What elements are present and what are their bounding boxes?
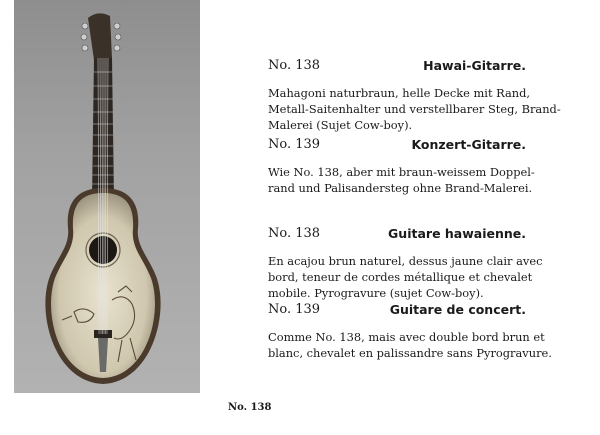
description-line: En acajou brun naturel, dessus jaune clair avec xyxy=(268,254,543,268)
entry-hawai-gitarre xyxy=(268,58,561,133)
entry-description xyxy=(268,253,543,301)
entry-guitare-hawaienne xyxy=(268,226,543,301)
entry-number: No. 139 xyxy=(268,137,321,152)
entry-number: No. 138 xyxy=(268,58,321,73)
photo-caption: No. 138 xyxy=(228,402,272,413)
description-line: Metall-Saitenhalter und verstellbarer Steg, Brand- xyxy=(268,102,561,116)
guitar-illustration xyxy=(14,0,200,393)
description-line: Wie No. 138, aber mit braun-weissem Doppel- xyxy=(268,165,535,179)
description-line: blanc, chevalet en palissandre sans Pyrogravure. xyxy=(268,346,552,360)
entry-description xyxy=(268,85,561,133)
description-line: rand und Palisandersteg ohne Brand-Malerei. xyxy=(268,181,533,195)
entry-number: No. 138 xyxy=(268,226,321,241)
guitar-photo xyxy=(14,0,200,393)
entry-description xyxy=(268,329,552,361)
description-line: Malerei (Sujet Cow-boy). xyxy=(268,118,413,132)
description-line: Mahagoni naturbraun, helle Decke mit Rand, xyxy=(268,86,531,100)
description-line: bord, teneur de cordes métallique et chevalet xyxy=(268,270,533,284)
entry-number: No. 139 xyxy=(268,302,321,317)
entry-guitare-de-concert xyxy=(268,302,552,361)
description-line: mobile. Pyrogravure (sujet Cow-boy). xyxy=(268,286,484,300)
entry-title: Guitare de concert. xyxy=(389,302,526,317)
entry-title: Hawai-Gitarre. xyxy=(423,58,526,73)
entry-title: Guitare hawaienne. xyxy=(388,226,526,241)
description-line: Comme No. 138, mais avec double bord brun et xyxy=(268,330,545,344)
entry-description xyxy=(268,164,535,196)
entry-konzert-gitarre xyxy=(268,137,535,196)
entry-title: Konzert-Gitarre. xyxy=(411,137,526,152)
